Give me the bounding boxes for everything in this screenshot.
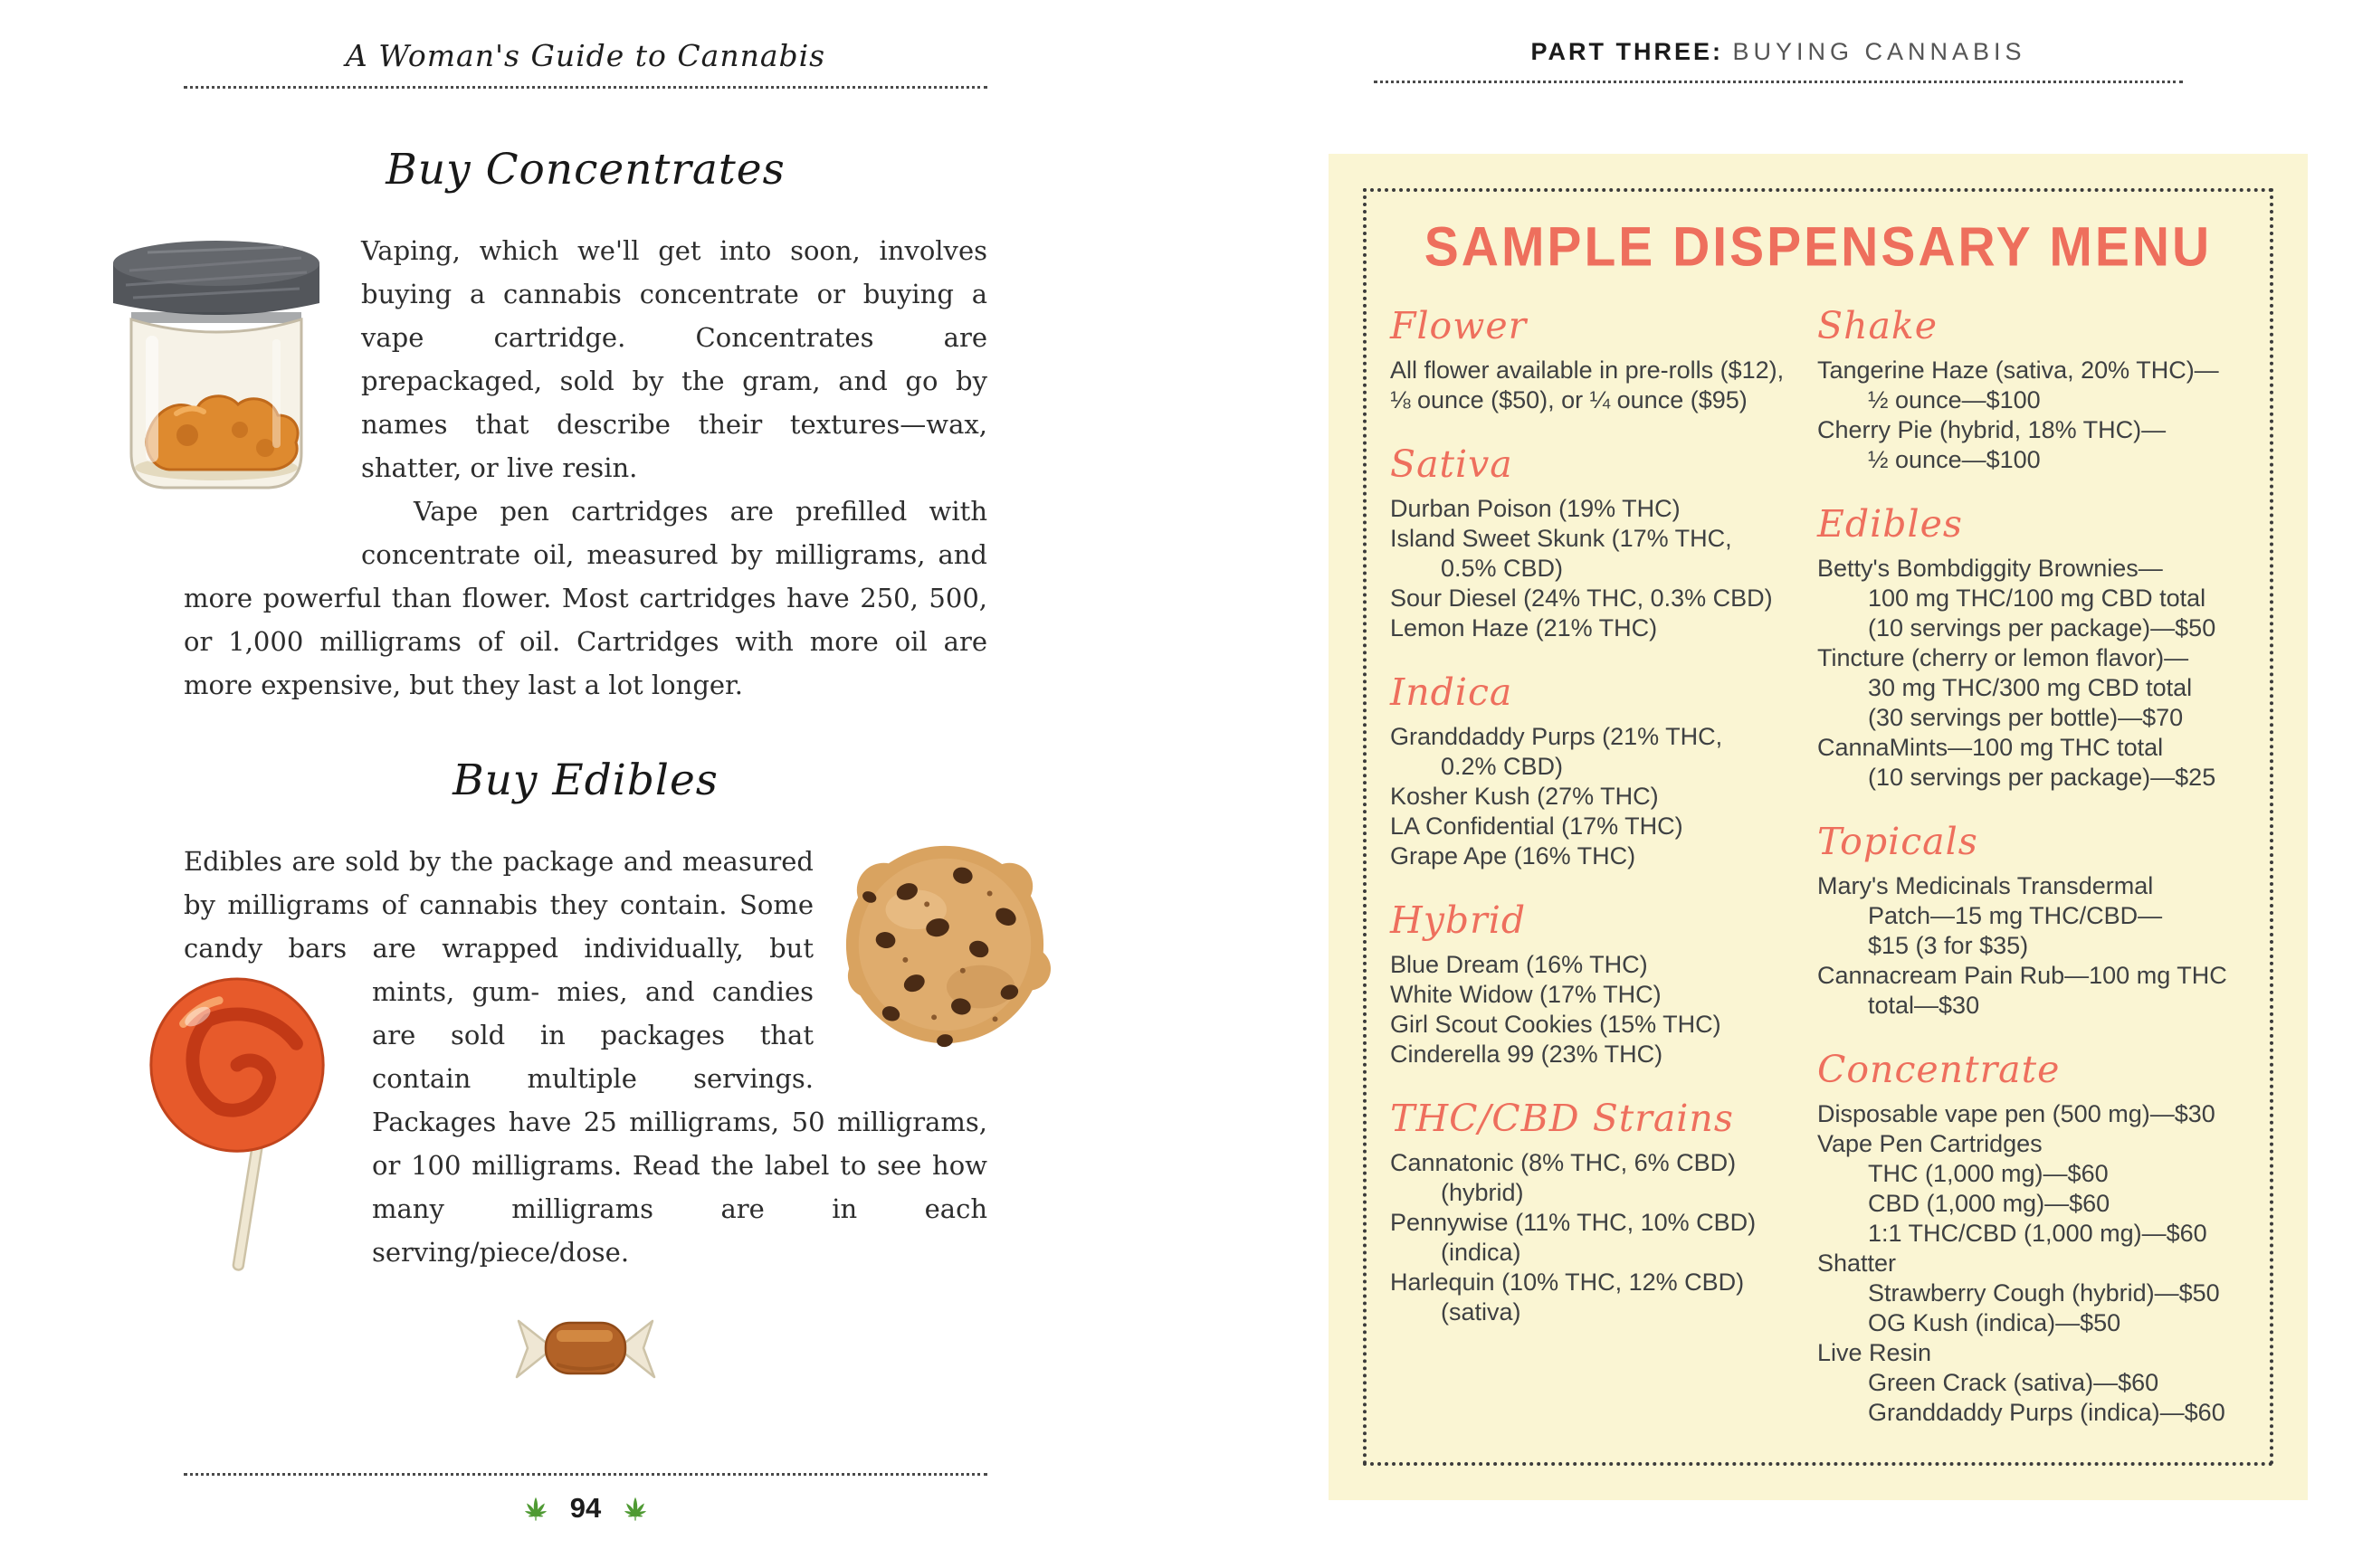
menu-line: Kosher Kush (27% THC) [1390,783,1659,810]
menu-line: (indica) [1441,1239,1521,1266]
menu-content [1363,188,2273,1466]
menu-line: Vape Pen Cartridges [1817,1130,2043,1157]
header-rule-left [184,86,987,89]
menu-column-1 [1390,304,1785,1455]
menu-section-heading: Flower [1390,304,1528,347]
menu-line: total—$30 [1868,992,1980,1019]
menu-line: White Widow (17% THC) [1390,981,1662,1008]
header-rule-right [1374,81,2183,83]
menu-line: Granddaddy Purps (21% THC, [1390,723,1723,750]
menu-line: Blue Dream (16% THC) [1390,951,1648,978]
right-page-header [1374,38,2183,83]
concentrates-paragraph-2: Vape pen cartridges are prefilled with concentrate oil, measured by milligrams, and more powerful than flower. Most cartridges have 250, 500, or 1,000 milligrams of oil. Cartridges with more oil are more expensive, but they last a lot longer. [184,496,987,700]
menu-line: Island Sweet Skunk (17% THC, [1390,525,1732,552]
menu-line: Granddaddy Purps (indica)—$60 [1868,1399,2225,1426]
lollipop-illustration [131,972,347,1289]
buy-edibles-heading: Buy Edibles [452,755,719,805]
cookie-illustration [837,834,1053,1067]
menu-section-flower [1390,304,1785,415]
chocolate-chip-cookie-icon [837,834,1053,1054]
menu-line: OG Kush (indica)—$50 [1868,1309,2121,1336]
menu-columns [1386,304,2250,1455]
caramel-candy-illustration [510,1299,662,1402]
menu-section-heading: Indica [1390,670,1513,714]
menu-line: $15 (3 for $35) [1868,932,2029,959]
menu-line: Tincture (cherry or lemon flavor)— [1817,644,2189,671]
menu-line: Disposable vape pen (500 mg)—$30 [1817,1100,2215,1127]
menu-line: Pennywise (11% THC, 10% CBD) [1390,1209,1757,1236]
footer-rule-left [184,1473,987,1476]
menu-line: Cinderella 99 (23% THC) [1390,1041,1663,1068]
menu-line: CBD (1,000 mg)—$60 [1868,1190,2110,1217]
menu-line: (10 servings per package)—$25 [1868,764,2216,791]
menu-line: Green Crack (sativa)—$60 [1868,1369,2159,1396]
menu-section-edibles [1817,502,2246,793]
menu-line: Cannacream Pain Rub—100 mg THC [1817,962,2227,989]
menu-line: (30 servings per bottle)—$70 [1868,704,2184,731]
menu-line: Strawberry Cough (hybrid)—$50 [1868,1279,2220,1307]
menu-column-2 [1817,304,2246,1455]
menu-title: SAMPLE DISPENSARY MENU [1424,215,2213,279]
menu-line: 30 mg THC/300 mg CBD total [1868,674,2193,701]
menu-line: LA Confidential (17% THC) [1390,813,1683,840]
lollipop-icon [131,972,347,1277]
edibles-text-before-lollipop: Edibles are sold by the package and measured by milligrams of cannabis they contain. Some candy bars are wrapped individually, but mints, gum- [184,846,814,1007]
menu-line: Lemon Haze (21% THC) [1390,614,1658,641]
cannabis-leaf-icon [619,1496,652,1521]
concentrate-jar-illustration [93,225,339,509]
buy-concentrates-heading: Buy Concentrates [386,145,786,195]
concentrate-jar-icon [93,225,339,497]
left-page-footer [184,1473,987,1525]
menu-line: Harlequin (10% THC, 12% CBD) [1390,1269,1745,1296]
menu-line: 0.5% CBD) [1441,555,1564,582]
menu-section-heading: Topicals [1817,820,1978,863]
menu-section-heading: Edibles [1817,502,1963,546]
menu-line: ⅛ ounce ($50), or ¼ ounce ($95) [1390,386,1748,413]
page-number-row [184,1492,987,1525]
menu-line: ½ ounce—$100 [1868,386,2041,413]
menu-line: Shatter [1817,1250,1897,1277]
buy-concentrates-body [184,229,987,707]
right-running-header [1374,38,2183,81]
menu-line: Mary's Medicinals Transdermal [1817,872,2154,899]
menu-line: (sativa) [1441,1298,1521,1326]
menu-line: (hybrid) [1441,1179,1524,1206]
menu-line: All flower available in pre-rolls ($12), [1390,356,1785,384]
menu-line: Patch—15 mg THC/CBD— [1868,902,2163,929]
menu-line: 100 mg THC/100 mg CBD total [1868,584,2206,612]
menu-line: (10 servings per package)—$50 [1868,614,2216,641]
left-running-header: A Woman's Guide to Cannabis [345,38,826,73]
buy-edibles-body [184,840,987,1274]
menu-line: Durban Poison (19% THC) [1390,495,1681,522]
part-title: BUYING CANNABIS [1732,38,2026,65]
page-number: 94 [569,1492,602,1524]
concentrates-paragraph-1: Vaping, which we'll get into soon, involves buying a cannabis concentrate or buying a vape cartridge. Concentrates are prepackaged, sold by the gram, and go by names that describe their textures—wax, shatter, or live resin. [361,235,987,483]
menu-section-indica [1390,670,1785,871]
menu-line: Cherry Pie (hybrid, 18% THC)— [1817,416,2167,443]
menu-line: Girl Scout Cookies (15% THC) [1390,1011,1721,1038]
menu-section-heading: THC/CBD Strains [1390,1097,1734,1140]
part-label: PART THREE: [1530,38,1723,65]
menu-line: ½ ounce—$100 [1868,446,2041,473]
edibles-text-after-lollipop: mies, and candies are sold in packages that contain multiple servings. Packages have 25 milligrams, 50 milligrams, or 100 milligrams. Read the label to see how many milligrams are in each serving/piece/dose. [372,976,987,1268]
menu-section-topicals [1817,820,2246,1021]
menu-section-heading: Concentrate [1817,1048,2061,1091]
menu-line: Tangerine Haze (sativa, 20% THC)— [1817,356,2219,384]
dispensary-menu-box [1329,154,2308,1500]
menu-line: CannaMints—100 mg THC total [1817,734,2164,761]
menu-line: Cannatonic (8% THC, 6% CBD) [1390,1149,1737,1176]
menu-line: 1:1 THC/CBD (1,000 mg)—$60 [1868,1220,2207,1247]
wrapped-caramel-candy-icon [510,1299,662,1397]
menu-section-sativa [1390,442,1785,643]
menu-section-thc-cbd-strains [1390,1097,1785,1327]
menu-section-heading: Sativa [1390,442,1513,486]
menu-section-shake [1817,304,2246,475]
menu-line: Grape Ape (16% THC) [1390,842,1636,870]
menu-line: THC (1,000 mg)—$60 [1868,1160,2109,1187]
menu-line: Live Resin [1817,1339,1932,1366]
cannabis-leaf-icon [519,1496,552,1521]
menu-section-heading: Hybrid [1390,898,1527,942]
menu-section-concentrate [1817,1048,2246,1428]
menu-section-heading: Shake [1817,304,1939,347]
left-page [184,38,987,1402]
menu-line: 0.2% CBD) [1441,753,1564,780]
menu-section-hybrid [1390,898,1785,1069]
menu-line: Sour Diesel (24% THC, 0.3% CBD) [1390,584,1773,612]
menu-line: Betty's Bombdiggity Brownies— [1817,555,2163,582]
